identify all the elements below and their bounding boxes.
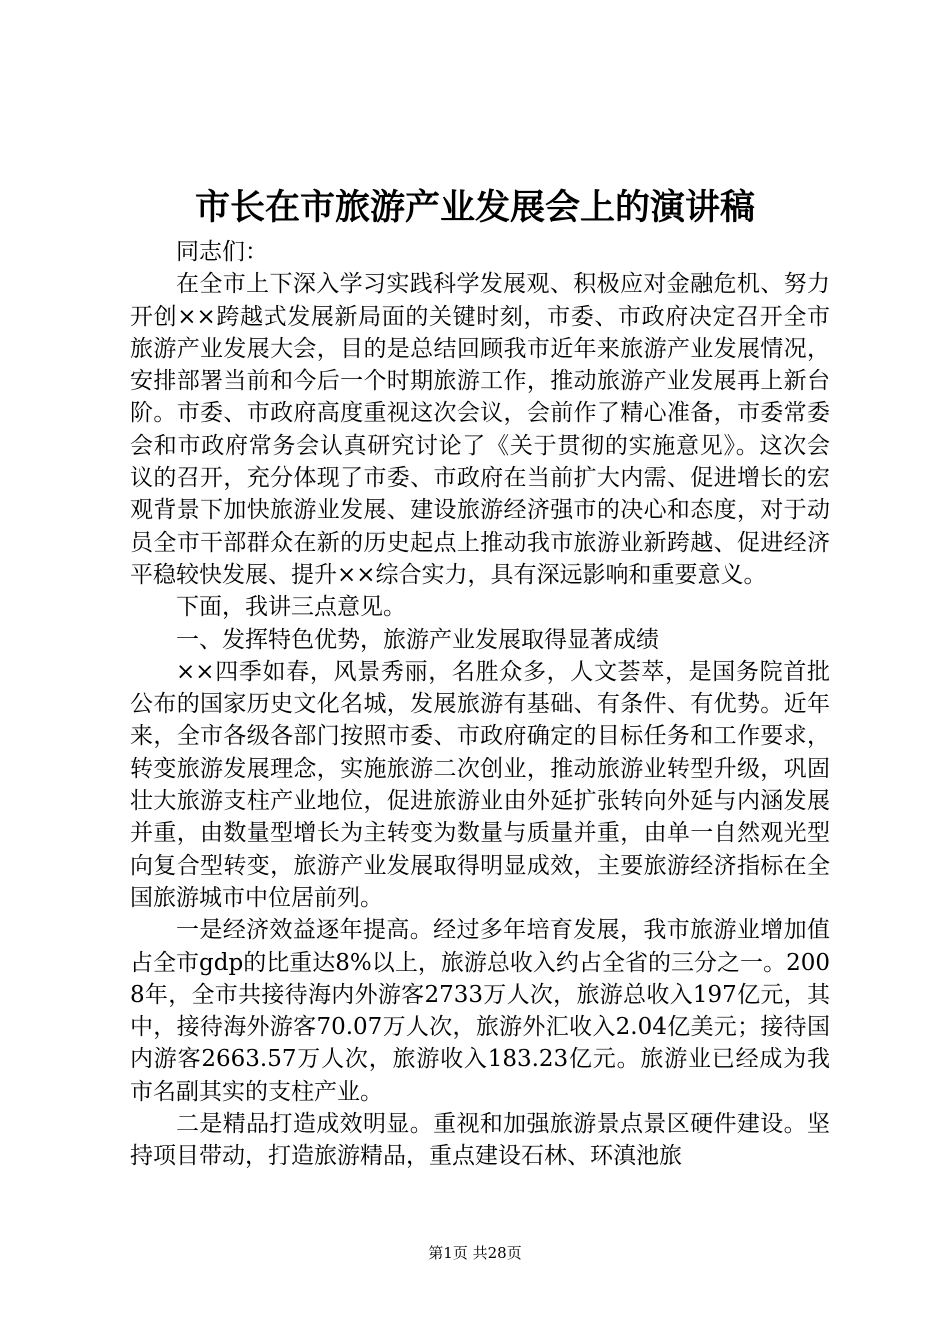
- paragraph-overview: ××四季如春，风景秀丽，名胜众多，人文荟萃，是国务院首批公布的国家历史文化名城，发展旅游有基础、有条件、有优势。近年来，全市各级各部门按照市委、市政府确定的目标任务和工作要求，转变旅游发展理念，实施旅游二次创业，推动旅游业转型升级，巩固壮大旅游支柱产业地位，促进旅游业由外延扩张转向外延与内涵发展并重，由数量型增长为主转变为数量与质量并重，由单一自然观光型向复合型转变，旅游产业发展取得明显成效，主要旅游经济指标在全国旅游城市中位居前列。: [130, 658, 830, 911]
- paragraph-intro: 在全市上下深入学习实践科学发展观、积极应对金融危机、努力开创××跨越式发展新局面的关键时刻，市委、市政府决定召开全市旅游产业发展大会，目的是总结回顾我市近年来旅游产业发展情况，安排部署当前和今后一个时期旅游工作，推动旅游产业发展再上新台阶。市委、市政府高度重视这次会议，会前作了精心准备，市委常委会和市政府常务会认真研究讨论了《关于贯彻的实施意见》。这次会议的召开，充分体现了市委、市政府在当前扩大内需、促进增长的宏观背景下加快旅游业发展、建设旅游经济强市的决心和态度，对于动员全市干部群众在新的历史起点上推动我市旅游业新跨越、促进经济平稳较快发展、提升××综合实力，具有深远影响和重要意义。: [130, 271, 830, 588]
- section-heading-1: 一、发挥特色优势，旅游产业发展取得显著成绩: [176, 626, 659, 653]
- page-title: 市长在市旅游产业发展会上的演讲稿: [194, 187, 755, 228]
- paragraph-outline: 下面，我讲三点意见。: [176, 594, 406, 621]
- salutation: 同志们：: [176, 239, 268, 265]
- document-body: [130, 236, 830, 1173]
- page-footer: 第1页 共28页: [428, 1244, 522, 1262]
- paragraph-quality: 二是精品打造成效明显。重视和加强旅游景点景区硬件建设。坚持项目带动，打造旅游精品，重点建设石林、环滇池旅: [130, 1111, 830, 1170]
- paragraph-economic: 一是经济效益逐年提高。经过多年培育发展，我市旅游业增加值占全市gdp的比重达8%以上，旅游总收入约占全省的三分之一。2008年，全市共接待海内外游客2733万人次，旅游总收入197亿元，其中，接待海外游客70.07万人次，旅游外汇收入2.04亿美元；接待国内游客2663.57万人次，旅游收入183.23亿元。旅游业已经成为我市名副其实的支柱产业。: [130, 917, 830, 1105]
